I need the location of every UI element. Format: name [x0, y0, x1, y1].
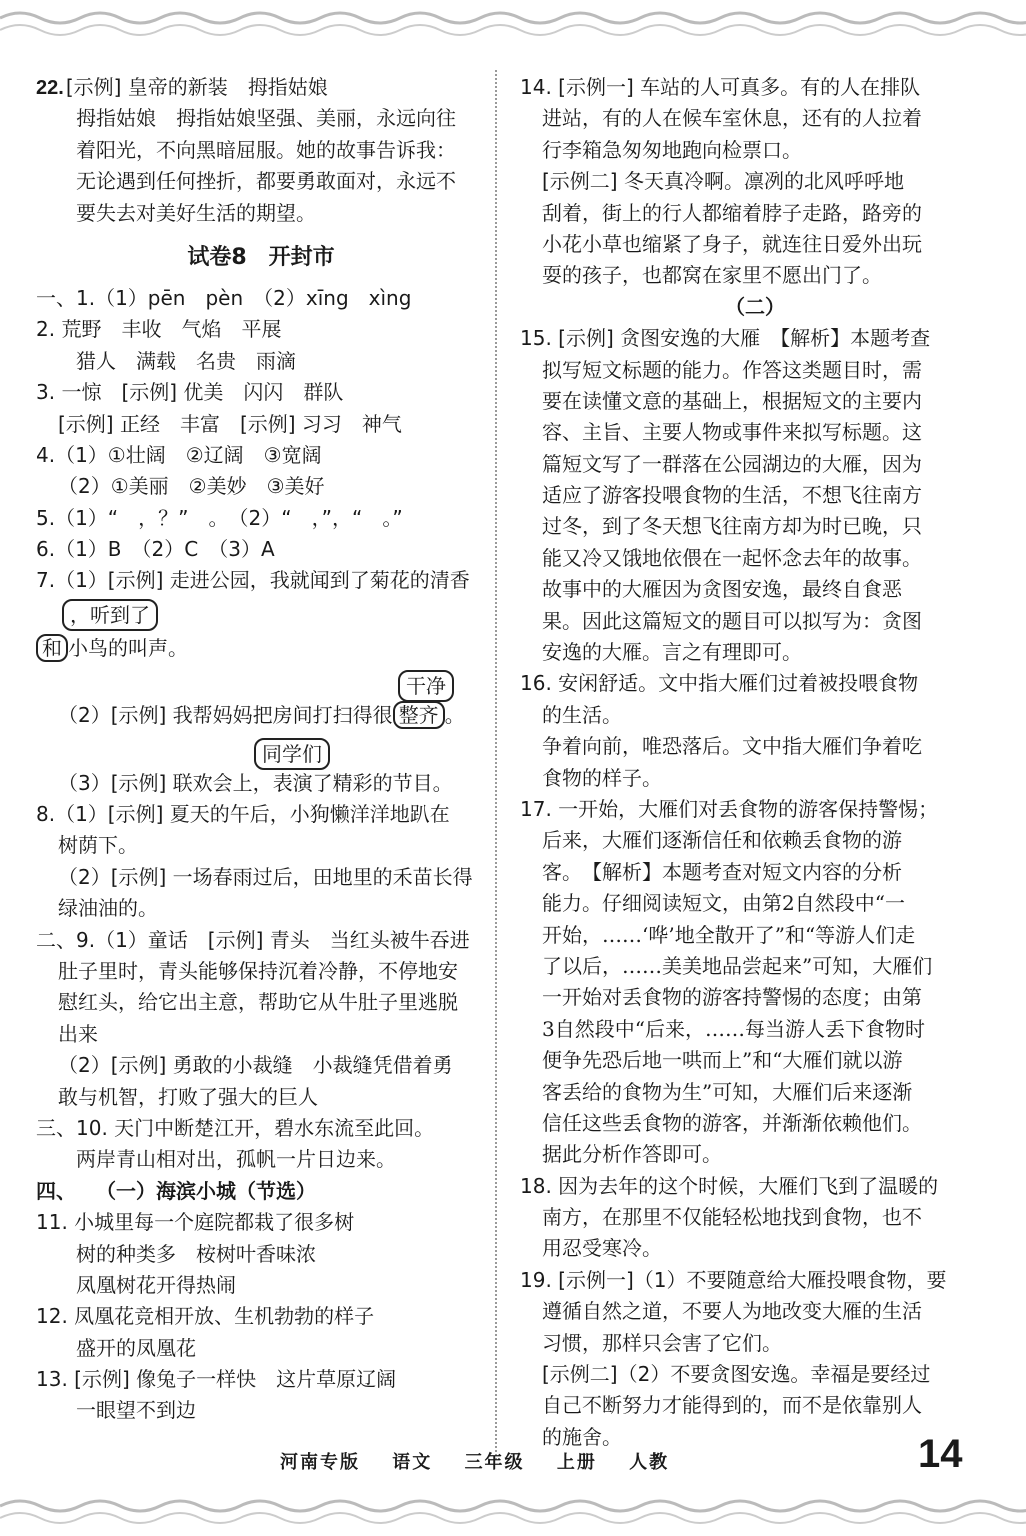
- q1-line: 一、1.（1）pēn pèn （2）xīng xìng: [36, 285, 412, 310]
- q19-line: 习惯，那样只会害了它们。: [542, 1330, 782, 1355]
- q7-line: [36, 700, 486, 731]
- q7-line: [36, 633, 486, 664]
- q14-line: 行李箱急匆匆地跑向检票口。: [542, 137, 802, 162]
- insert-box: 干净: [398, 670, 454, 702]
- q14-line: 14. [示例一] 车站的人可真多。有的人在排队: [520, 75, 921, 99]
- footer-subject: 语文: [392, 1452, 433, 1473]
- q18-line: 用忍受寒冷。: [542, 1236, 662, 1261]
- q17-line: 一开始对丢食物的游客持警惕的态度；由第: [542, 985, 922, 1010]
- q15-line: 适应了游客投喂食物的生活，不想飞往南方: [542, 483, 922, 508]
- q13-line: 一眼望不到边: [76, 1398, 196, 1423]
- left-column: [36, 72, 486, 1427]
- q15-line: 拟写短文标题的能力。作答这类题目时，需: [542, 357, 922, 382]
- q15-line: 果。因此这篇短文的题目可以拟写为：贪图: [542, 608, 922, 633]
- q7-text: （2）[示例] 我帮妈妈把房间打扫得很: [58, 703, 393, 728]
- q22-line: 无论遇到任何挫折，都要勇敢面对，永远不: [76, 169, 456, 194]
- q7-text: （3）[示例] 联欢会上，: [58, 770, 273, 795]
- q4-line: 4.（1）①壮阔 ②辽阔 ③宽阔: [36, 442, 322, 467]
- q16-line: 16. 安闲舒适。文中指大雁们过着被投喂食物: [520, 671, 919, 696]
- q13-line: 13. [示例] 像兔子一样快 这片草原辽阔: [36, 1367, 397, 1392]
- section4-heading: 四、 （一）海滨小城（节选）: [36, 1178, 316, 1203]
- q22-line: 着阳光，不向黑暗屈服。她的故事告诉我：: [76, 137, 456, 162]
- q8-line: 树荫下。: [58, 833, 138, 858]
- q17-line: 开始，……‘哗’地全散开了”和“等游人们走: [542, 922, 916, 947]
- q8-line: （2）[示例] 一场春雨过后，田地里的禾苗长得: [58, 864, 473, 889]
- q15-line: 15. [示例] 贪图安逸的大雁 【解析】本题考查: [520, 326, 931, 351]
- q8-line: 8.（1）[示例] 夏天的午后，小狗懒洋洋地趴在: [36, 802, 450, 827]
- q15-line: 篇短文写了一群落在公园湖边的大雁，因为: [542, 451, 922, 476]
- q22-line: 要失去对美好生活的期望。: [76, 200, 316, 225]
- boxed-word: 和: [36, 634, 68, 662]
- q17-line: 3自然段中“后来，……每当游人丢下食物时: [542, 1016, 925, 1041]
- q16-line: 争着向前，唯恐落后。文中指大雁们争着吃: [542, 734, 922, 759]
- q17-line: 便争先恐后地一哄而上”和“大雁们就以游: [542, 1048, 903, 1073]
- q9-line: 慰红头，给它出主意，帮助它从牛肚子里逃脱: [58, 990, 458, 1015]
- q22-line: 拇指姑娘 拇指姑娘坚强、美丽，永远向往: [76, 106, 456, 131]
- q8-line: 绿油油的。: [58, 896, 158, 921]
- q14-line: 小花小草也缩紧了身子，就连往日爱外出玩: [542, 231, 922, 256]
- q3-line: [示例] 正经 丰富 [示例] 习习 神气: [58, 411, 402, 436]
- q22-line: [示例] 皇帝的新装 拇指姑娘: [65, 75, 328, 99]
- q7-line: [36, 768, 486, 799]
- q19-line: 19. [示例一]（1）不要随意给大雁投喂食物，要: [520, 1267, 947, 1292]
- q12-line: 盛开的凤凰花: [76, 1335, 196, 1360]
- q17-line: 客。 【解析】本题考查对短文内容的分析: [542, 859, 902, 884]
- exam-title: 试卷8 开封市: [187, 244, 335, 270]
- q10-line: 三、10. 天门中断楚江开，碧水东流至此回。: [36, 1115, 435, 1140]
- q17-line: 客丢给的食物为生”可知，大雁们后来逐渐: [542, 1079, 913, 1104]
- q17-line: 能力。仔细阅读短文，由第2自然段中“一: [542, 891, 905, 916]
- q15-line: 故事中的大雁因为贪图安逸，最终自食恶: [542, 577, 902, 602]
- footer-grade: 三年级: [464, 1452, 525, 1473]
- wavy-bottom-border: [0, 1478, 1026, 1536]
- q6-line: 6.（1）B （2）C （3）A: [36, 537, 275, 562]
- q18-line: 南方，在那里不仅能轻松地找到食物，也不: [542, 1205, 922, 1230]
- q7-text: 。: [444, 703, 465, 728]
- q11-line: 凤凰树花开得热闹: [76, 1272, 236, 1297]
- q4-line: （2）①美丽 ②美妙 ③美好: [58, 474, 325, 499]
- q19-line: 的施舍。: [542, 1424, 622, 1449]
- q14-line: 刮着，街上的行人都缩着脖子走路，路旁的: [542, 200, 922, 225]
- q17-line: 了以后，……美美地品尝起来”可知，大雁们: [542, 953, 933, 978]
- q18-line: 18. 因为去年的这个时候，大雁们飞到了温暖的: [520, 1173, 939, 1198]
- q9-line: 肚子里时，青头能够保持沉着冷静，不停地安: [58, 958, 458, 983]
- q5-line: 5.（1）“ ，？” 。 （2）“ ，”，“ 。”: [36, 505, 403, 530]
- q14-line: [示例二] 冬天真冷啊。凛冽的北风呼呼地: [542, 169, 904, 194]
- q9-line: 敢与机智，打败了强大的巨人: [58, 1084, 318, 1109]
- q15-line: 安逸的大雁。言之有理即可。: [542, 640, 802, 665]
- q17-line: 后来，大雁们逐渐信任和依赖丢食物的游: [542, 828, 902, 853]
- part2-heading: （二）: [725, 294, 785, 319]
- q2-line: 2. 荒野 丰收 气焰 平展: [36, 317, 282, 342]
- footer-publisher: 人教: [629, 1452, 670, 1473]
- q7-text: 小鸟的叫声。: [68, 635, 188, 660]
- q19-line: [示例二]（2）不要贪图安逸。幸福是要经过: [542, 1362, 931, 1387]
- q14-line: 耍的孩子，也都窝在家里不愿出门了。: [542, 263, 882, 288]
- q16-line: 食物的样子。: [542, 765, 662, 790]
- footer-edition: 河南专版: [280, 1452, 360, 1473]
- q7-insertion-note: [36, 664, 486, 700]
- q17-line: 据此分析作答即可。: [542, 1142, 722, 1167]
- q17-line: 17. 一开始，大雁们对丢食物的游客保持警惕；: [520, 796, 939, 821]
- q19-line: 自己不断努力才能得到的，而不是依靠别人: [542, 1393, 922, 1418]
- q2-line: 猎人 满载 名贵 雨滴: [76, 348, 296, 373]
- q14-line: 进站，有的人在候车室休息，还有的人拉着: [542, 106, 922, 131]
- q3-line: 3. 一惊 [示例] 优美 闪闪 群队: [36, 380, 344, 405]
- boxed-word: 整齐: [393, 701, 445, 729]
- q7-insertion-note: [36, 732, 486, 768]
- column-divider: [495, 70, 497, 1460]
- footer-term: 上册: [556, 1452, 597, 1473]
- q7-text: 表演了精彩的节目。: [272, 770, 453, 795]
- q15-line: 能又冷又饿地依偎在一起怀念去年的故事。: [542, 545, 922, 570]
- q10-line: 两岸青山相对出，孤帆一片日边来。: [76, 1147, 396, 1172]
- q15-line: 过冬，到了冬天想飞往南方却为时已晚，只: [542, 514, 922, 539]
- q15-line: 要在读懂文意的基础上，根据短文的主要内: [542, 388, 922, 413]
- q11-line: 11. 小城里每一个庭院都栽了很多树: [36, 1210, 355, 1235]
- q7-insertion-note: [36, 597, 486, 633]
- q15-line: 容、主旨、主要人物或事件来拟写标题。这: [542, 420, 922, 445]
- insert-box: 同学们: [254, 738, 330, 770]
- insert-box: ，听到了: [62, 599, 158, 631]
- q19-line: 遵循自然之道，不要人为地改变大雁的生活: [542, 1299, 922, 1324]
- wavy-top-border: [0, 0, 1026, 60]
- q16-line: 的生活。: [542, 702, 622, 727]
- q12-line: 12. 凤凰花竞相开放、生机勃勃的样子: [36, 1304, 375, 1329]
- q11-line: 树的种类多 桉树叶香味浓: [76, 1241, 316, 1266]
- page-number: 14: [918, 1432, 963, 1476]
- q9-line: （2）[示例] 勇敢的小裁缝 小裁缝凭借着勇: [58, 1053, 453, 1078]
- q9-line: 二、9.（1）童话 [示例] 青头 当红头被牛吞进: [36, 927, 470, 952]
- q7-line: 7.（1）[示例] 走进公园，我就闻到了菊花的清香: [36, 568, 470, 593]
- q22-number: 22.: [36, 77, 64, 99]
- q9-line: 出来: [58, 1021, 98, 1046]
- q17-line: 信任这些丢食物的游客，并渐渐依赖他们。: [542, 1110, 922, 1135]
- page-footer: [280, 1448, 693, 1474]
- right-column: [520, 72, 990, 1453]
